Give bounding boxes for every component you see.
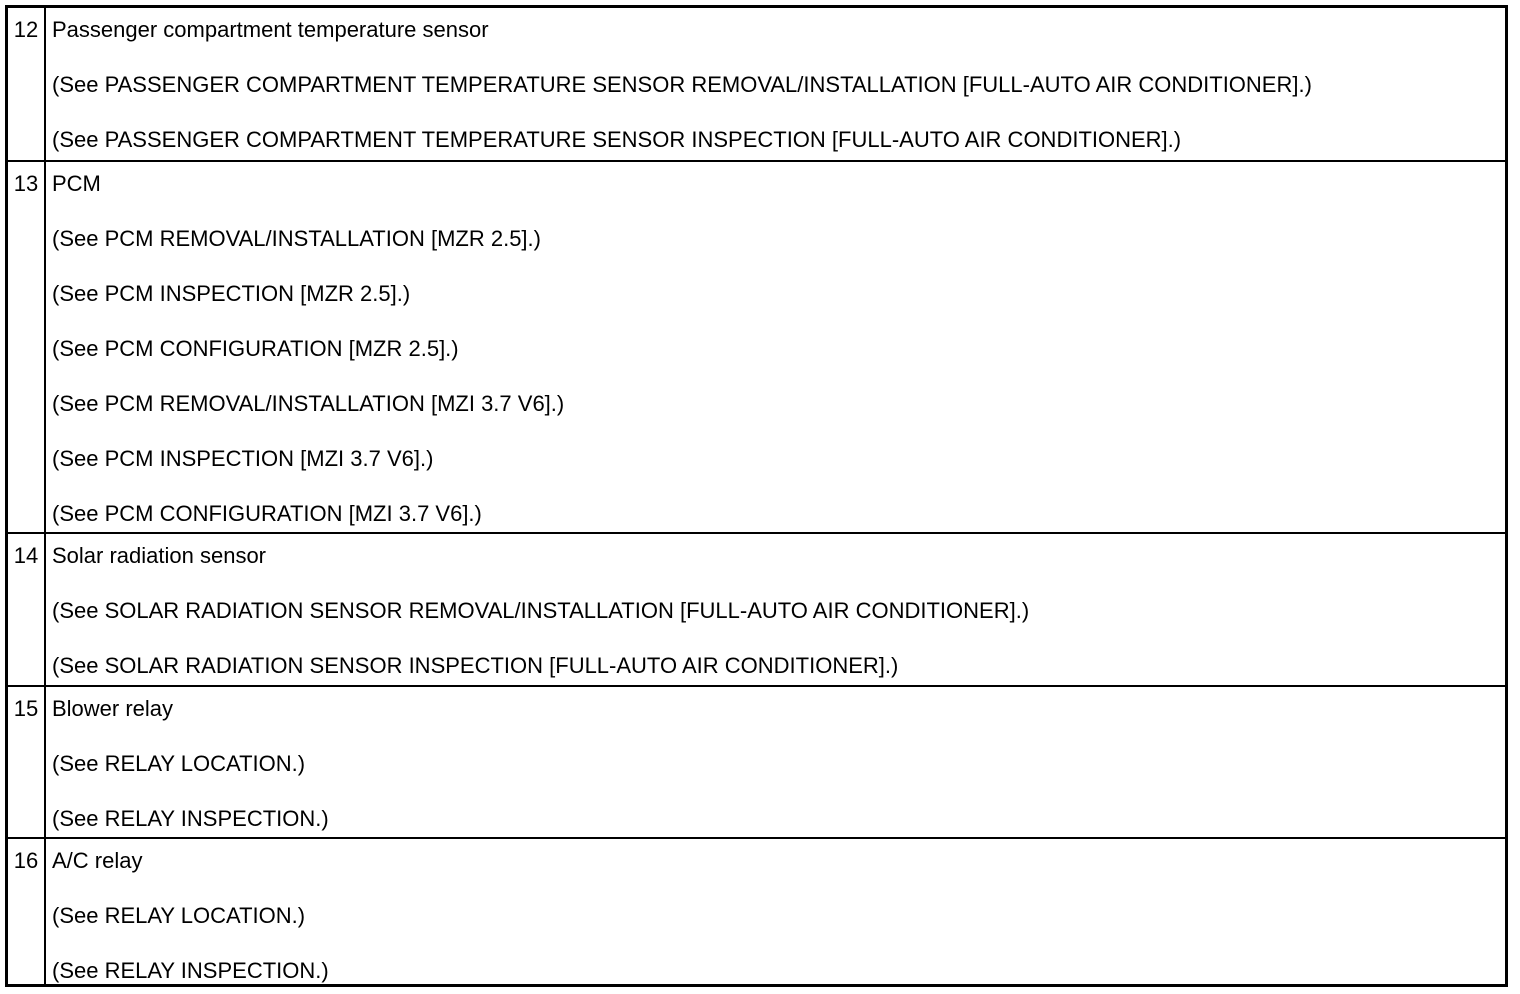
component-title: Blower relay — [52, 696, 174, 721]
reference-link[interactable]: (See PASSENGER COMPARTMENT TEMPERATURE SENSOR INSPECTION [FULL-AUTO AIR CONDITIONER].) — [52, 127, 1182, 152]
reference-link[interactable]: (See SOLAR RADIATION SENSOR INSPECTION [FULL-AUTO AIR CONDITIONER].) — [52, 653, 899, 678]
reference-link[interactable]: (See PCM INSPECTION [MZR 2.5].) — [52, 281, 411, 306]
reference-link[interactable]: (See RELAY LOCATION.) — [52, 903, 306, 928]
row-number: 16 — [8, 839, 46, 984]
reference-link[interactable]: (See PCM CONFIGURATION [MZR 2.5].) — [52, 336, 459, 361]
reference-link[interactable]: (See SOLAR RADIATION SENSOR REMOVAL/INSTALLATION [FULL-AUTO AIR CONDITIONER].) — [52, 598, 1030, 623]
row-number: 13 — [8, 162, 46, 532]
reference-link[interactable]: (See PCM REMOVAL/INSTALLATION [MZI 3.7 V6].) — [52, 391, 565, 416]
row-content — [46, 534, 1505, 685]
reference-link[interactable]: (See PASSENGER COMPARTMENT TEMPERATURE SENSOR REMOVAL/INSTALLATION [FULL-AUTO AIR CONDITIONER].) — [52, 72, 1312, 97]
reference-link[interactable]: (See PCM REMOVAL/INSTALLATION [MZR 2.5].) — [52, 226, 541, 251]
component-title: Solar radiation sensor — [52, 543, 267, 568]
table-row-14 — [8, 532, 1505, 685]
reference-link[interactable]: (See RELAY INSPECTION.) — [52, 806, 329, 831]
row-content — [46, 687, 1505, 837]
row-content — [46, 162, 1505, 532]
component-title: Passenger compartment temperature sensor — [52, 17, 489, 42]
reference-link[interactable]: (See RELAY INSPECTION.) — [52, 958, 329, 983]
reference-link[interactable]: (See PCM CONFIGURATION [MZI 3.7 V6].) — [52, 501, 482, 526]
row-number: 12 — [8, 8, 46, 160]
reference-link[interactable]: (See PCM INSPECTION [MZI 3.7 V6].) — [52, 446, 434, 471]
row-content — [46, 839, 1505, 984]
row-number: 14 — [8, 534, 46, 685]
table-row-15 — [8, 685, 1505, 837]
row-number: 15 — [8, 687, 46, 837]
row-content — [46, 8, 1505, 160]
table-row-12 — [8, 8, 1505, 160]
table-row-13 — [8, 160, 1505, 532]
component-reference-table — [5, 5, 1508, 987]
component-title: PCM — [52, 171, 101, 196]
reference-link[interactable]: (See RELAY LOCATION.) — [52, 751, 306, 776]
table-row-16 — [8, 837, 1505, 984]
component-title: A/C relay — [52, 848, 143, 873]
